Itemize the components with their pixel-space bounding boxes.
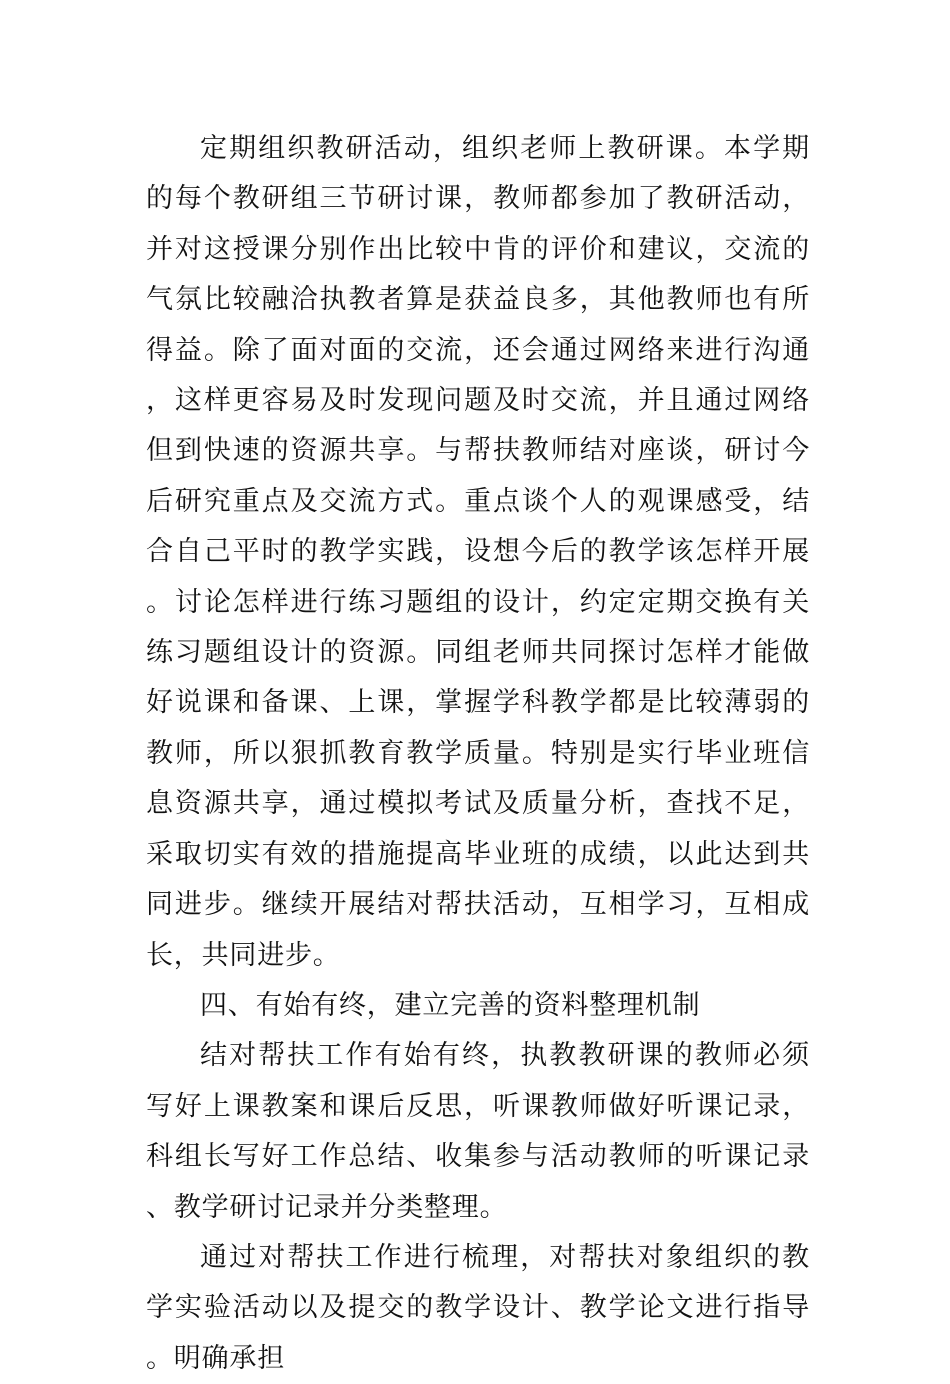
document-body xyxy=(146,124,810,1384)
paragraph-teaching-research-activities: 定期组织教研活动，组织老师上教研课。本学期的每个教研组三节研讨课，教师都参加了教研活动，并对这授课分别作出比较中肯的评价和建议，交流的气氛比较融洽执教者算是获益良多，其他教师也有所得益。除了面对面的交流，还会通过网络来进行沟通，这样更容易及时发现问题及时交流，并且通过网络但到快速的资源共享。与帮扶教师结对座谈，研讨今后研究重点及交流方式。重点谈个人的观课感受，结合自己平时的教学实践，设想今后的教学该怎样开展。讨论怎样进行练习题组的设计，约定定期交换有关练习题组设计的资源。同组老师共同探讨怎样才能做好说课和备课、上课，掌握学科教学都是比较薄弱的教师，所以狠抓教育教学质量。特别是实行毕业班信息资源共享，通过模拟考试及质量分析，查找不足，采取切实有效的措施提高毕业班的成绩，以此达到共同进步。继续开展结对帮扶活动，互相学习，互相成长，共同进步。 xyxy=(146,133,810,971)
section-heading-four: 四、有始有终，建立完善的资料整理机制 xyxy=(200,989,701,1021)
paragraph-work-review: 通过对帮扶工作进行梳理，对帮扶对象组织的教学实验活动以及提交的教学设计、教学论文进行指导。明确承担 xyxy=(146,1241,810,1374)
paragraph-record-keeping: 结对帮扶工作有始有终，执教教研课的教师必须写好上课教案和课后反思，听课教师做好听课记录，科组长写好工作总结、收集参与活动教师的听课记录、教学研讨记录并分类整理。 xyxy=(146,1040,810,1223)
